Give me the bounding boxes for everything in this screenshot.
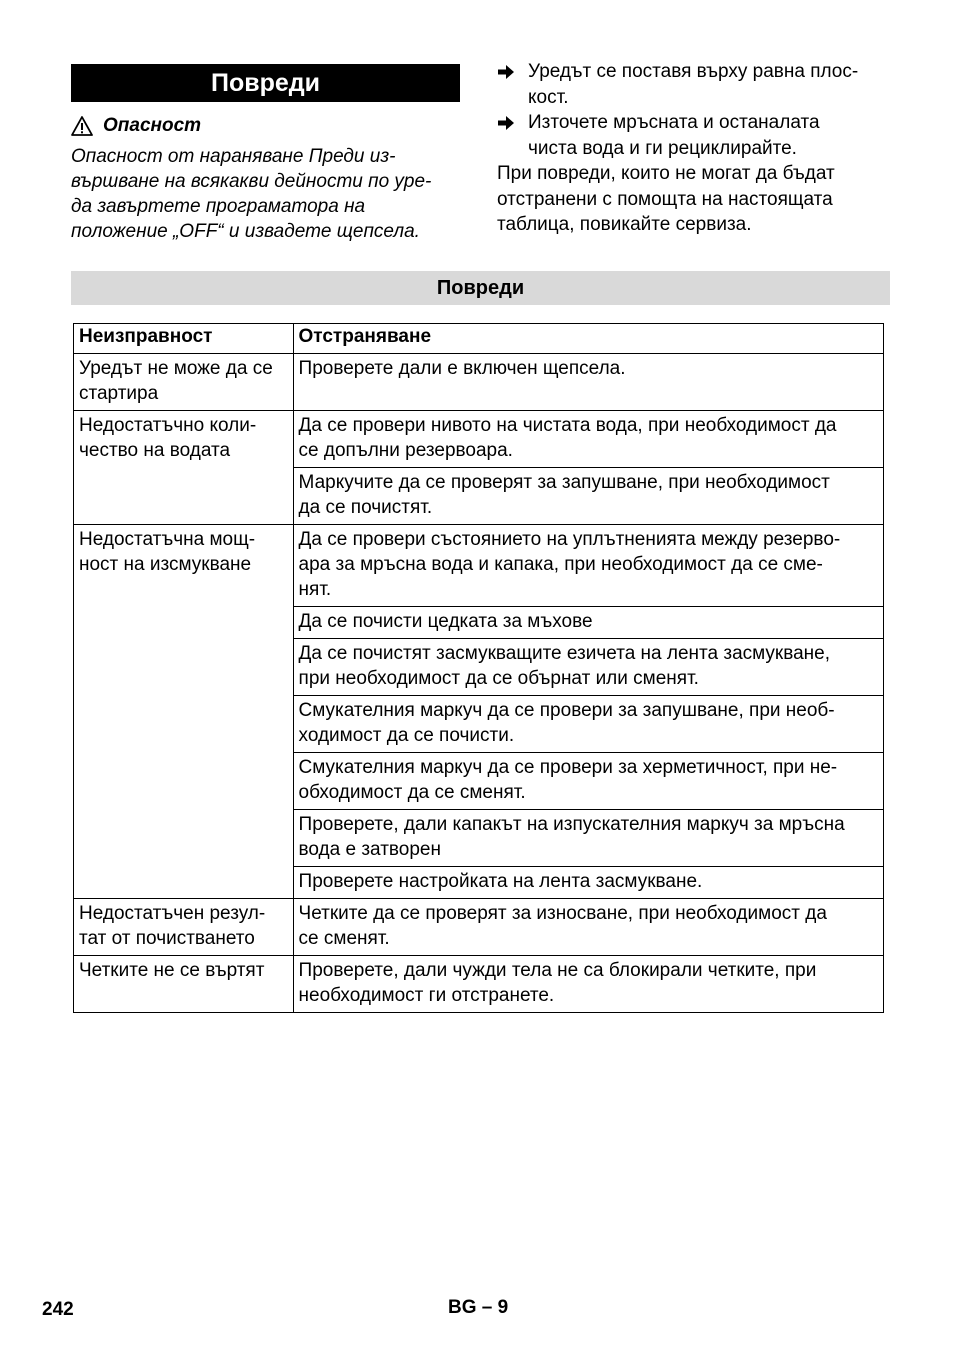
- text-line: таблица, повикайте сервиза.: [497, 214, 752, 235]
- fault-cell: [74, 411, 294, 525]
- text-line: необходимост ги отстранете.: [298, 985, 555, 1006]
- warning-triangle-icon: [71, 116, 93, 136]
- arrow-right-icon: [497, 59, 528, 110]
- fault-cell: [74, 354, 294, 411]
- table-row: [74, 899, 884, 956]
- step-item: [497, 59, 897, 110]
- text-line: Смукателния маркуч да се провери за запушване, при необ-: [298, 700, 835, 721]
- header-fault: Неизправност: [74, 324, 294, 354]
- step-text: [528, 59, 858, 110]
- text-line: Смукателния маркуч да се провери за херметичност, при не-: [298, 757, 838, 778]
- fault-cell: [74, 525, 294, 899]
- text-line: стартира: [79, 383, 159, 404]
- text-line: Четките да се проверят за износване, при необходимост да: [298, 903, 827, 924]
- remedy-cell: [293, 956, 883, 1013]
- text-line: положение „OFF“ и извадете щепсела.: [71, 221, 420, 242]
- text-line: Уредът се поставя върху равна плос-: [528, 61, 859, 82]
- remedy-cell: [293, 753, 883, 810]
- left-column: [71, 64, 460, 244]
- warning-text: [71, 144, 460, 244]
- text-line: Уредът не може да се: [79, 358, 273, 379]
- remedy-cell: [293, 411, 883, 468]
- text-line: Четките не се въртят: [79, 960, 265, 981]
- text-line: Проверете настройката на лента засмукване.: [298, 871, 703, 892]
- troubleshooting-table: [73, 323, 884, 1013]
- text-line: чество на водата: [79, 440, 231, 461]
- text-line: да се почистят.: [298, 497, 433, 518]
- text-line: ара за мръсна вода и капака, при необходимост да се сме-: [298, 554, 823, 575]
- fault-cell: [74, 899, 294, 956]
- warning-heading-text: Опасност: [103, 115, 202, 136]
- step-text: [528, 110, 820, 161]
- table-caption: Повреди: [71, 271, 890, 305]
- table-row: [74, 525, 884, 607]
- text-line: тат от почистването: [79, 928, 255, 949]
- text-line: Недостатъчна мощ-: [79, 529, 256, 550]
- text-line: чиста вода и ги рециклирайте.: [528, 137, 797, 159]
- section-title: Повреди: [71, 64, 460, 102]
- text-line: Недостатъчно коли-: [79, 415, 257, 436]
- warning-heading: [71, 114, 460, 138]
- text-line: се допълни резервоара.: [298, 440, 513, 461]
- text-line: При повреди, които не могат да бъдат: [497, 163, 835, 184]
- text-line: при необходимост да се обърнат или сменят.: [298, 668, 699, 689]
- service-note: [497, 161, 897, 238]
- text-line: кост.: [528, 86, 569, 108]
- text-line: вода е затворен: [298, 839, 441, 860]
- right-column: [497, 59, 897, 238]
- text-line: Източете мръсната и останалата: [528, 112, 820, 133]
- remedy-cell: [293, 468, 883, 525]
- table-header-row: [74, 324, 884, 354]
- text-line: Проверете дали е включен щепсела.: [298, 358, 626, 379]
- text-line: отстранени с помощта на настоящата: [497, 188, 833, 210]
- remedy-cell: [293, 354, 883, 411]
- remedy-cell: [293, 899, 883, 956]
- header-remedy: Отстраняване: [293, 324, 883, 354]
- remedy-cell: [293, 607, 883, 639]
- table-row: [74, 411, 884, 468]
- arrow-right-icon: [497, 110, 528, 161]
- text-line: Да се почистят засмукващите езичета на лента засмукване,: [298, 643, 831, 664]
- text-line: да завъртете програматора на: [71, 196, 366, 217]
- text-line: нят.: [298, 579, 332, 600]
- text-line: Да се почисти цедката за мъхове: [298, 611, 593, 632]
- text-line: ност на изсмукване: [79, 554, 252, 575]
- text-line: Проверете, дали чужди тела не са блокирали четките, при: [298, 960, 817, 981]
- page-label: BG – 9: [448, 1297, 509, 1318]
- text-line: Опасност от нараняване Преди из-: [71, 146, 396, 167]
- text-line: Да се провери състоянието на уплътненията между резерво-: [298, 529, 841, 550]
- text-line: Проверете, дали капакът на изпускателния маркуч за мръсна: [298, 814, 845, 835]
- text-line: се сменят.: [298, 928, 390, 949]
- step-item: [497, 110, 897, 161]
- text-line: вършване на всякакви дейности по уре-: [71, 171, 432, 192]
- table-row: [74, 956, 884, 1013]
- fault-cell: [74, 956, 294, 1013]
- step-list: [497, 59, 897, 161]
- remedy-cell: [293, 525, 883, 607]
- remedy-cell: [293, 867, 883, 899]
- remedy-cell: [293, 639, 883, 696]
- remedy-cell: [293, 696, 883, 753]
- table-row: [74, 354, 884, 411]
- text-line: Да се провери нивото на чистата вода, при необходимост да: [298, 415, 837, 436]
- text-line: Маркучите да се проверят за запушване, при необходимост: [298, 472, 830, 493]
- page-number: 242: [42, 1299, 74, 1320]
- text-line: обходимост да се сменят.: [298, 782, 526, 803]
- text-line: Недостатъчен резул-: [79, 903, 266, 924]
- remedy-cell: [293, 810, 883, 867]
- text-line: ходимост да се почисти.: [298, 725, 515, 746]
